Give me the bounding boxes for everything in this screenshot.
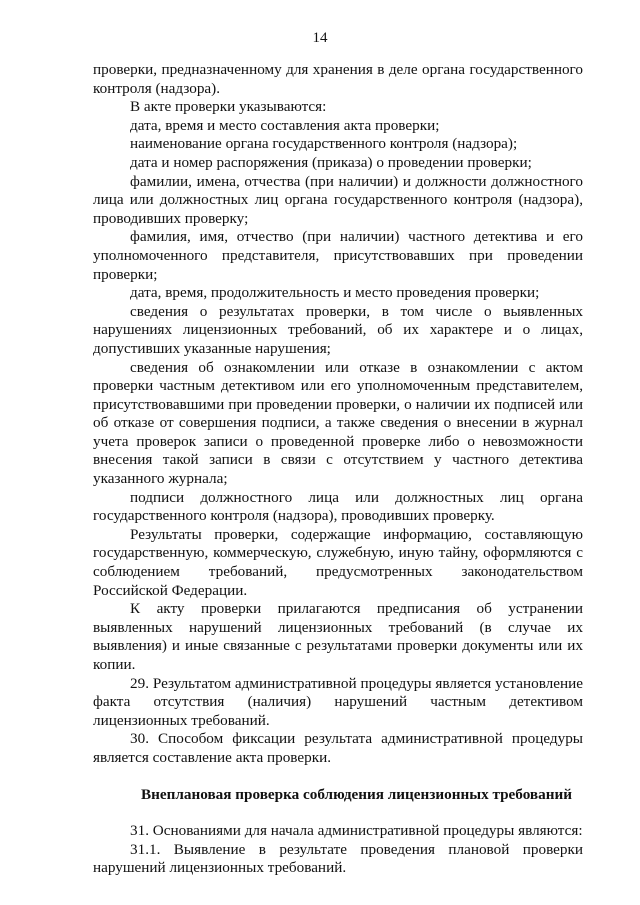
paragraph-secret-info: Результаты проверки, содержащие информацию, составляющую государственную, коммерческую, служебную, иную тайну, оформляются с соблюдением требований, предусмотренных законодательством Российской Федерации. xyxy=(93,525,583,599)
paragraph-item-31: 31. Основаниями для начала административной процедуры являются: xyxy=(130,822,583,840)
paragraph-item-30: 30. Способом фиксации результата административной процедуры является составление акта проверки. xyxy=(93,730,583,766)
paragraph-continuation: проверки, предназначенному для хранения в деле органа государственного контроля (надзора). xyxy=(93,61,583,97)
paragraph-detective-name: фамилия, имя, отчество (при наличии) частного детектива и его уполномоченного представителя, присутствовавших при проведении проверки; xyxy=(93,228,583,283)
section-heading: Внеплановая проверка соблюдения лицензионных требований xyxy=(141,785,572,803)
paragraph-inspection-time: дата, время, продолжительность и место проведения проверки; xyxy=(130,284,540,302)
paragraph-signatures: подписи должностного лица или должностных лиц органа государственного контроля (надзора), проводивших проверку. xyxy=(93,488,583,525)
paragraph-date-time-place: дата, время и место составления акта проверки; xyxy=(130,116,440,134)
paragraph-order-date-number: дата и номер распоряжения (приказа) о проведении проверки; xyxy=(130,153,532,171)
paragraph-results-info: сведения о результатах проверки, в том числе о выявленных нарушениях лицензионных требований, об их характере и о лицах, допустивших указанные нарушения; xyxy=(93,302,583,357)
paragraph-officials: фамилии, имена, отчества (при наличии) и должности должностного лица или должностных лиц органа государственного контроля (надзора), проводивших проверку; xyxy=(93,172,583,227)
document-body xyxy=(93,61,583,878)
paragraph-acquaintance-info: сведения об ознакомлении или отказе в ознакомлении с актом проверки частным детективом или его уполномоченным представителем, присутствовавшими при проведении проверки, о наличии их подписей или об отказе от совершения подписи, а также сведения о внесении в журнал учета проверок записи о проведенной проверке либо о невозможности внесения такой записи в связи с отсутствием у частного детектива указанного журнала; xyxy=(93,358,583,488)
paragraph-attachments: К акту проверки прилагаются предписания об устранении выявленных нарушений лицензионных требований (в случае их выявления) и иные связанные с результатами проверки документы или их копии. xyxy=(93,600,583,673)
paragraph-item-29: 29. Результатом административной процедуры является установление факта отсутствия (наличия) нарушений частным детективом лицензионных требований. xyxy=(93,674,583,729)
paragraph-act-contents-intro: В акте проверки указываются: xyxy=(130,98,327,116)
paragraph-item-31-1: 31.1. Выявление в результате проведения плановой проверки нарушений лицензионных требований. xyxy=(93,840,583,877)
page-number: 14 xyxy=(312,30,328,46)
paragraph-authority-name: наименование органа государственного контроля (надзора); xyxy=(130,135,518,153)
